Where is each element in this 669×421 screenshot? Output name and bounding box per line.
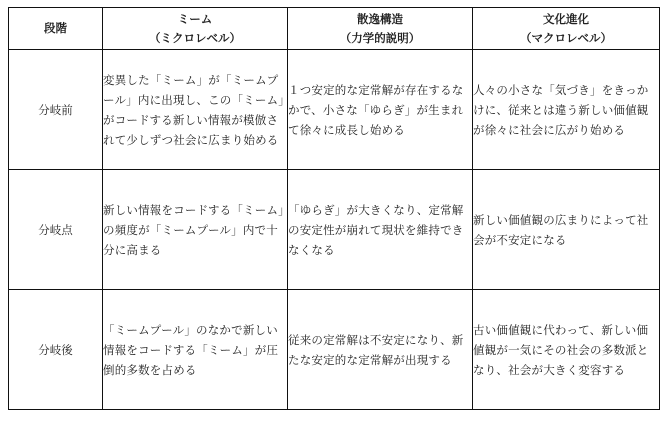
meme-cell: 「ミームプール」のなかで新しい情報をコードする「ミーム」が圧倒的多数を占める [103, 290, 288, 410]
stage-cell: 分岐後 [9, 290, 103, 410]
header-culture [473, 8, 660, 50]
stage-cell: 分岐前 [9, 50, 103, 170]
meme-cell: 変異した「ミーム」が「ミームプール」内に出現し、この「ミーム」がコードする新しい情報が模倣されて少しずつ社会に広まり始める [103, 50, 288, 170]
header-row [9, 8, 660, 50]
dissipative-cell: １つ安定的な定常解が存在するなかで、小さな「ゆらぎ」が生まれて徐々に成長し始める [288, 50, 473, 170]
header-culture-subtitle: （マクロレベル） [520, 30, 612, 45]
comparison-table [8, 7, 660, 410]
table-row [9, 290, 660, 410]
header-culture-title: 文化進化 [543, 11, 589, 26]
header-dissipative-subtitle: （力学的説明） [339, 30, 421, 45]
dissipative-cell: 従来の定常解は不安定になり、新たな安定的な定常解が出現する [288, 290, 473, 410]
culture-cell: 新しい価値観の広まりによって社会が不安定になる [473, 170, 660, 290]
header-stage-title: 段階 [44, 21, 67, 35]
header-dissipative [288, 8, 473, 50]
table-row [9, 50, 660, 170]
meme-cell: 新しい情報をコードする「ミーム」の頻度が「ミームプール」内で十分に高まる [103, 170, 288, 290]
header-meme-title: ミーム [177, 11, 213, 26]
stage-cell: 分岐点 [9, 170, 103, 290]
table-row [9, 170, 660, 290]
dissipative-cell: 「ゆらぎ」が大きくなり、定常解の安定性が崩れて現状を維持できなくなる [288, 170, 473, 290]
header-stage [9, 8, 103, 50]
culture-cell: 古い価値観に代わって、新しい価値観が一気にその社会の多数派となり、社会が大きく変容する [473, 290, 660, 410]
header-meme-subtitle: （ミクロレベル） [149, 30, 241, 45]
culture-cell: 人々の小さな「気づき」をきっかけに、従来とは違う新しい価値観が徐々に社会に広がり始める [473, 50, 660, 170]
header-dissipative-title: 散逸構造 [357, 11, 403, 26]
header-meme [103, 8, 288, 50]
